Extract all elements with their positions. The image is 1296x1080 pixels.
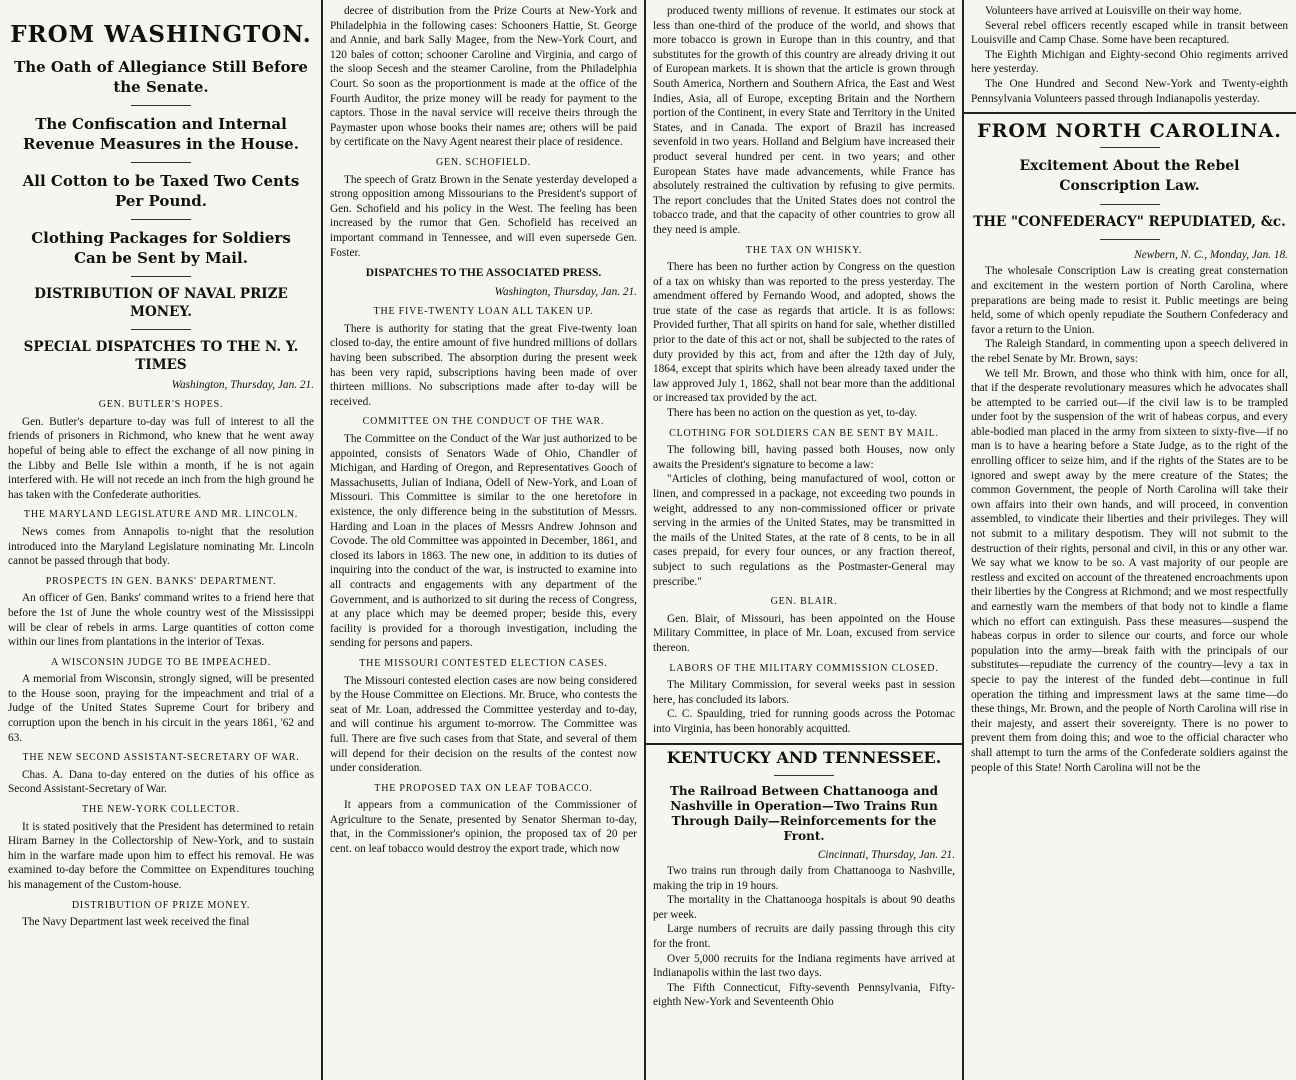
article-paragraph: A memorial from Wisconsin, strongly signed, will be presented to the House soon, praying for the impeachment and trial of a Judge of the United States Supreme Court for bribery and corruption upon the bench in his circuit in the years 1861, '62 and 63. (8, 673, 314, 744)
section-heading: THE FIVE-TWENTY LOAN ALL TAKEN UP. (373, 306, 594, 318)
article-paragraph: Gen. Blair, of Missouri, has been appointed on the House Military Committee, in place of Mr. Loan, excused from service thereon. (653, 612, 955, 654)
article-paragraph: It is stated positively that the President has determined to retain Hiram Barney in the Collectorship of New-York, and to sustain him in the warfare made upon him to effect his removal. He was examined to-day before the Committee on Expenditures touching his management of the Custom-house. (8, 820, 314, 891)
divider (131, 219, 191, 220)
section-heading: CLOTHING FOR SOLDIERS CAN BE SENT BY MAIL. (669, 427, 939, 439)
divider (1100, 204, 1160, 205)
subhead-cotton: All Cotton to be Taxed Two Cents Per Pound. (22, 171, 300, 210)
article-paragraph: decree of distribution from the Prize Courts at New-York and Philadelphia in the following cases: Schooners Hattie, St. George and Annie, and bark Sally Magee, from the New-York Court, and 120 bales of cotton; schooner Caroline and Virginia, and cargo of the sloop Secesh and the steamer Caroline, from the Philadelphia Court. So soon as the proportionment is made at the office of the Fourth Auditor, the prize money will be ready for payment to the captors. Those in the naval service will receive theirs through the Paymaster upon whose books their names are; others will be paid by certificate on the Navy Agent nearest their place of residence. (330, 5, 637, 149)
divider (131, 276, 191, 277)
article-paragraph: The Military Commission, for several weeks past in session here, has concluded its labors. (653, 679, 955, 706)
article-paragraph: There has been no action on the question as yet, to-day. (667, 407, 918, 420)
column-4 (963, 0, 1296, 1080)
article-paragraph: produced twenty millions of revenue. It estimates our stock at less than one-third of the produce of the world, and shows that more tobacco is grown in Europe than in this country, and that substitutes for the growth of this country are already driving it out of European markets. It is shown that the article is grown through South America, Northern and Southern Africa, the East and West Indies, Asia, all of Europe, excepting Britain and the Northern portion of the Continent, in every State and Territory in the United States, and in Canada. The export of Brazil has increased sevenfold in two years. Holland and Belgium have increased their product several hundred per cent. in two years; and other European States have made advancements, while France has absolutely restrained the cultivation by refusing to give permits. The report concludes that the United States does not control the tobacco trade, and that the capacity of other countries to grow all they need is ample. (653, 5, 955, 236)
section-heading: THE NEW SECOND ASSISTANT-SECRETARY OF WAR. (22, 752, 300, 764)
headline-kentucky-tennessee: KENTUCKY AND TENNESSEE. (666, 747, 942, 767)
article-paragraph: There has been no further action by Congress on the question of a tax on whisky than was reported to the press yesterday. The amendment offered by Fernando Wood, and adopted, shows the true state of the case as regards that article. It is as follows: Provided further, That all spirits on hand for sale, whether distilled prior to the date of this act or not, shall be subjected to the rates of duty provided by this act, from and after the 12th day of July, 1864, except that spirits which have been already taxed under the law approved July 1, 1862, shall not bear more than the additional or increased tax provided by the act. (653, 261, 955, 405)
article-paragraph: Large numbers of recruits are daily passing through this city for the front. (653, 923, 955, 951)
section-heading: THE NEW-YORK COLLECTOR. (82, 804, 240, 816)
section-heading: PROSPECTS IN GEN. BANKS' DEPARTMENT. (45, 575, 277, 587)
associated-press-heading: DISPATCHES TO THE ASSOCIATED PRESS. (365, 267, 602, 280)
article-paragraph: The mortality in the Chattanooga hospitals is about 90 deaths per week. (653, 894, 955, 921)
section-heading: THE MISSOURI CONTESTED ELECTION CASES. (359, 657, 608, 669)
article-paragraph: Volunteers have arrived at Louisville on their way home. (985, 5, 1242, 17)
article-paragraph: The speech of Gratz Brown in the Senate yesterday developed a strong opposition among Missourians to the President's support of Gen. Schofield and his policy in the West. The feeling has been increased by the rumor that Gen. Schofield has received an important command in Tennessee, and will even supersede Gen. Foster. (330, 173, 637, 259)
article-paragraph: The wholesale Conscription Law is creating great consternation and excitement in the western portion of North Carolina, where preparations are being made to resist it. Public meetings are being held, some of which openly repudiate the Southern Confederacy and favor a return to the Union. (971, 265, 1288, 336)
section-rule (645, 743, 963, 745)
subhead-oath: The Oath of Allegiance Still Before the Senate. (14, 57, 308, 96)
column-1 (0, 0, 322, 1080)
article-paragraph: Chas. A. Dana to-day entered on the duties of his office as Second Assistant-Secretary of War. (8, 768, 314, 796)
section-heading: A WISCONSIN JUDGE TO BE IMPEACHED. (51, 656, 271, 668)
article-paragraph: An officer of Gen. Banks' command writes to a friend here that before the 1st of June the whole country west of the Mississippi will be clear of rebels in arms. Large quantities of cotton come within our lines from plantations in the interior of Texas. (8, 592, 314, 649)
special-dispatches-heading: SPECIAL DISPATCHES TO THE N. Y. TIMES (23, 338, 299, 373)
section-heading: COMMITTEE ON THE CONDUCT OF THE WAR. (362, 416, 605, 428)
article-paragraph: The One Hundred and Second New-York and Twenty-eighth Pennsylvania Volunteers passed through Indianapolis yesterday. (971, 77, 1288, 105)
column-3 (645, 0, 963, 1080)
divider (131, 105, 191, 106)
article-paragraph: The Raleigh Standard, in commenting upon a speech delivered in the rebel Senate by Mr. Brown, says: (971, 338, 1288, 365)
article-paragraph: Two trains run through daily from Chattanooga to Nashville, making the trip in 19 hours. (653, 865, 955, 892)
article-paragraph: The Navy Department last week received the final (22, 916, 250, 929)
section-heading: LABORS OF THE MILITARY COMMISSION CLOSED. (669, 662, 939, 674)
article-paragraph: Gen. Butler's departure to-day was full of interest to all the friends of prisoners in Richmond, who knew that he went away hopeful of being able to effect the exchange of all now pining in the Libby and Belle Isle within a month, if he is not again interfered with. He will not recede an inch from the high ground he has taken with the Confederate authorities. (8, 415, 314, 501)
article-paragraph: The following bill, having passed both Houses, now only awaits the President's signature to become a law: (653, 444, 955, 471)
subhead-conscription: Excitement About the Rebel Conscription Law. (1019, 157, 1240, 194)
column-2 (322, 0, 645, 1080)
subhead-clothing: Clothing Packages for Soldiers Can be Sent by Mail. (31, 228, 291, 267)
headline-from-washington: FROM WASHINGTON. (10, 21, 312, 48)
dateline: Washington, Thursday, Jan. 21. (494, 285, 637, 298)
article-paragraph: C. C. Spaulding, tried for running goods across the Potomac into Virginia, has been honorably acquitted. (653, 708, 955, 735)
section-heading: GEN. SCHOFIELD. (435, 156, 532, 168)
headline-north-carolina: FROM NORTH CAROLINA. (977, 120, 1282, 143)
section-heading: THE TAX ON WHISKY. (745, 244, 863, 256)
article-paragraph: We tell Mr. Brown, and those who think with him, once for all, that if the desperate revolutionary measures which he advocates shall be attempted to be carried out—if the civil law is to be trampled under foot by the suspension of the writ of habeas corpus, and every able-bodied man placed in the army from sixteen to sixty-five—if no man is to have a hearing before a State Judge, as to the right of the enrolling officer to seize him, and if the rights of the States are to be ignored and swept away by the mere creature of the States; the common Government, the people of North Carolina will take their own affairs into their own hands, and will proceed, in convention assembled, to vindicate their liberties and their privileges. They will not submit to a military despotism. They will not submit to the destruction of their rights, personal and civil, in this or any other war. We say what we know to be so. A vast majority of our people are restless and excited on account of the threatened encroachments upon their liberties by the Congress at Richmond; and we most respectfully and earnestly warn the members of that body not to kindle a flame which no effort can extinguish. Pass these measures—suspend the habeas corpus in order to silence our courts, and force our whole population into the army—break faith with the principals of our substitutes—repudiate the currency of the country—levy a tax in specie to pay the interest of the funded debt—continue in full operation the tithing and impressment laws at the same time—do these things, Mr. Brown, and the people of North Carolina will rise in their majesty, and assert their sovereignty. There is no power to prevent them from doing this; and woe to the official character who shall attempt to turn the arms of the Confederate soldiers against the people of this State! North Carolina will not be the (971, 367, 1288, 774)
article-paragraph: The Committee on the Conduct of the War just authorized to be appointed, consists of Senators Wade of Ohio, Chandler of Michigan, and Harding of Oregon, and Representatives Gooch of Massachusetts, Julian of Indiana, Odell of New-York, and Loan of Missouri. This Committee is similar to the one heretofore in existence, the only difference being in the substitution of Messrs. Harding and Loan in the places of Messrs Andrew Johnson and Covode. The old Committee was appointed in December, 1861, and closed its labors in 1863. The new one, in addition to its duties of inquiring into the conduct of the war, is instructed to examine into all contracts and engagements with any department of the Government, and is authorized to sit during the recess of Congress, at any place which may be deemed proper; beside this, every facility is provided for a thorough investigation, including the sending for persons and papers. (330, 433, 637, 650)
subhead-prize-money: DISTRIBUTION OF NAVAL PRIZE MONEY. (34, 285, 288, 320)
article-paragraph: Several rebel officers recently escaped while in transit between Louisville and Camp Chase. Some have been recaptured. (971, 19, 1288, 47)
subhead-railroad: The Railroad Between Chattanooga and Nashville in Operation—Two Trains Run Through Daily—Reinforcements for the Front. (670, 783, 938, 843)
article-paragraph: News comes from Annapolis to-night that the resolution introduced into the Maryland Legislature nominating Mr. Lincoln cannot be passed through that body. (8, 525, 314, 568)
section-heading: THE MARYLAND LEGISLATURE AND MR. LINCOLN. (23, 509, 299, 521)
section-heading: GEN. BLAIR. (770, 596, 838, 608)
section-rule (963, 112, 1296, 114)
article-paragraph: Over 5,000 recruits for the Indiana regiments have arrived at Indianapolis within the last two days. (653, 952, 955, 980)
divider (1100, 239, 1160, 240)
divider (774, 775, 834, 776)
divider (1100, 147, 1160, 148)
divider (131, 329, 191, 330)
article-paragraph: It appears from a communication of the Commissioner of Agriculture to the Senate, presented by Senator Sherman to-day, that, in the Commissioner's opinion, the proposed tax of 20 per cent. on leaf tobacco would destroy the export trade, which now (330, 799, 637, 856)
subhead-confederacy-repudiated: THE "CONFEDERACY" REPUDIATED, &c. (973, 213, 1286, 230)
section-heading: THE PROPOSED TAX ON LEAF TOBACCO. (374, 782, 593, 794)
section-heading: GEN. BUTLER'S HOPES. (98, 399, 224, 411)
article-paragraph: "Articles of clothing, being manufactured of wool, cotton or linen, and compressed in a package, not exceeding two pounds in weight, addressed to any non-commissioned officer or private serving in the armies of the United States, may be transmitted in the mails of the United States, at the rate of 8 cents, to be in all cases prepaid, for every four ounces, or any fraction thereof, subject to such regulations as the Postmaster-General may prescribe." (653, 473, 955, 588)
dateline: Cincinnati, Thursday, Jan. 21. (817, 848, 955, 861)
article-paragraph: The Eighth Michigan and Eighty-second Ohio regiments arrived here yesterday. (971, 48, 1288, 76)
article-paragraph: The Fifth Connecticut, Fifty-seventh Pennsylvania, Fifty-eighth New-York and Seventeenth Ohio (653, 981, 955, 1009)
article-paragraph: The Missouri contested election cases are now being considered by the House Committee on Elections. Mr. Bruce, who contests the seat of Mr. Loan, addressed the Committee yesterday and to-day, and will continue his argument to-morrow. The Committee was full. There are five such cases from that State, and several of them will depend for their decision on the results of the contest now under consideration. (330, 674, 637, 775)
dateline: Newbern, N. C., Monday, Jan. 18. (1134, 248, 1288, 261)
divider (131, 162, 191, 163)
section-heading: DISTRIBUTION OF PRIZE MONEY. (71, 899, 251, 911)
subhead-confiscation: The Confiscation and Internal Revenue Measures in the House. (23, 114, 299, 153)
dateline: Washington, Thursday, Jan. 21. (171, 378, 314, 391)
article-paragraph: There is authority for stating that the great Five-twenty loan closed to-day, the entire amount of five hundred millions of dollars having been subscribed. The absorption during the present week has been very rapid, subscriptions having been made of over thirteen millions. No subscriptions made after to-day will be received. (330, 322, 637, 408)
